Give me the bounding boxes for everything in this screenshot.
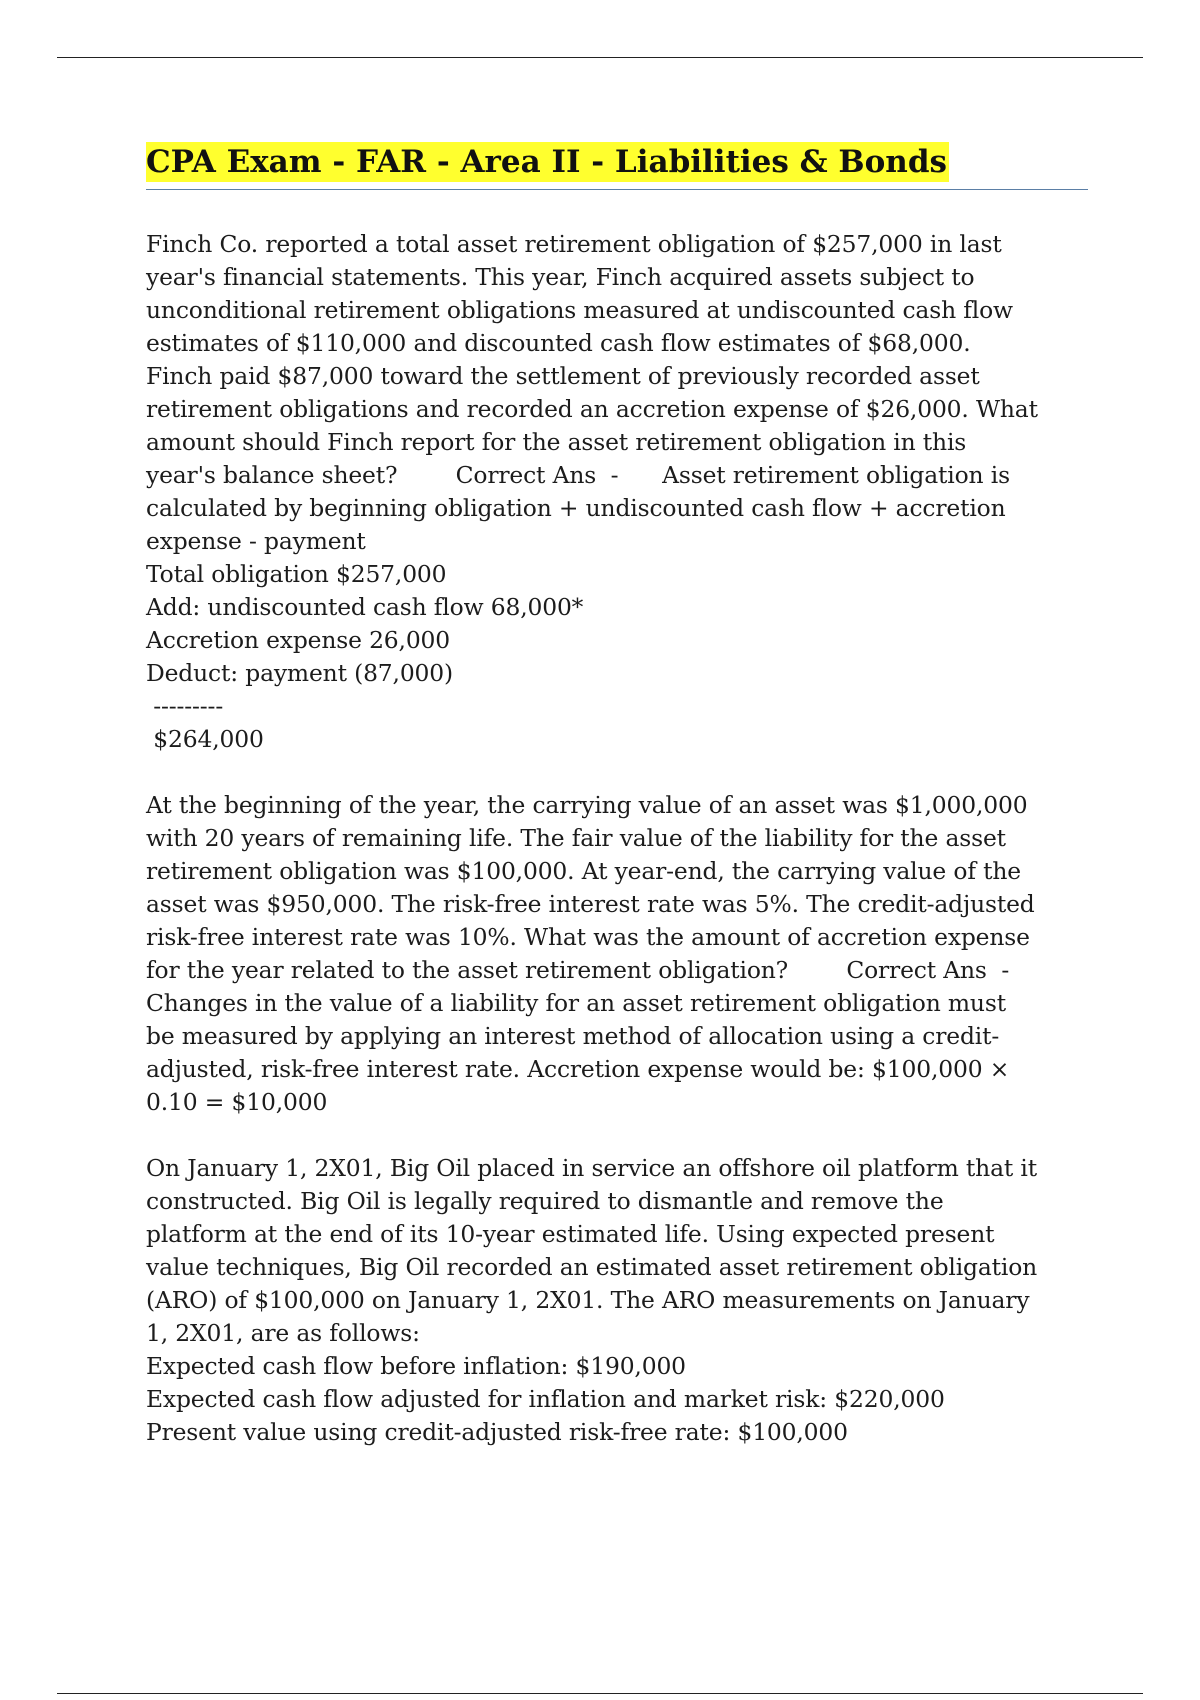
text-line: retirement obligations and recorded an accretion expense of $26,000. What <box>146 395 1038 423</box>
text-line: calculated by beginning obligation + undiscounted cash flow + accretion <box>146 494 1006 522</box>
text-line: year's financial statements. This year, Finch acquired assets subject to <box>146 263 975 291</box>
text-line: asset was $950,000. The risk-free interest rate was 5%. The credit-adjusted <box>146 890 1035 918</box>
text-line: amount should Finch report for the asset retirement obligation in this <box>146 428 967 456</box>
text-line: risk-free interest rate was 10%. What was the amount of accretion expense <box>146 923 1030 951</box>
text-line: (ARO) of $100,000 on January 1, 2X01. The ARO measurements on January <box>146 1286 1030 1314</box>
text-line: platform at the end of its 10-year estimated life. Using expected present <box>146 1220 995 1248</box>
question-1 <box>146 228 1096 756</box>
text-line: expense - payment <box>146 527 366 555</box>
text-line: with 20 years of remaining life. The fair value of the liability for the asset <box>146 824 1006 852</box>
text-line: Expected cash flow before inflation: $190,000 <box>146 1352 686 1380</box>
text-line: 0.10 = $10,000 <box>146 1088 328 1116</box>
title-block <box>146 142 1088 190</box>
text-line: unconditional retirement obligations measured at undiscounted cash flow <box>146 296 1013 324</box>
question-2 <box>146 789 1096 1119</box>
calc-line-total: Total obligation $257,000 <box>146 560 447 588</box>
calc-line-accretion: Accretion expense 26,000 <box>146 626 451 654</box>
question-3 <box>146 1152 1096 1449</box>
text-line: Changes in the value of a liability for an asset retirement obligation must <box>146 989 1006 1017</box>
bottom-rule <box>57 1693 1143 1694</box>
text-line: year's balance sheet? Correct Ans - Asset retirement obligation is <box>146 461 1010 489</box>
text-line: Finch paid $87,000 toward the settlement of previously recorded asset <box>146 362 980 390</box>
calc-result: $264,000 <box>146 725 264 753</box>
text-line: Expected cash flow adjusted for inflation and market risk: $220,000 <box>146 1385 945 1413</box>
text-line: Finch Co. reported a total asset retirement obligation of $257,000 in last <box>146 230 1002 258</box>
calc-separator: --------- <box>146 692 224 720</box>
text-line: Present value using credit-adjusted risk-free rate: $100,000 <box>146 1418 848 1446</box>
text-line: retirement obligation was $100,000. At year-end, the carrying value of the <box>146 857 1021 885</box>
document-body <box>146 228 1096 1449</box>
calc-line-add: Add: undiscounted cash flow 68,000* <box>146 593 584 621</box>
text-line: constructed. Big Oil is legally required to dismantle and remove the <box>146 1187 944 1215</box>
text-line: be measured by applying an interest method of allocation using a credit- <box>146 1022 1000 1050</box>
text-line: On January 1, 2X01, Big Oil placed in service an offshore oil platform that it <box>146 1154 1037 1182</box>
text-line: adjusted, risk-free interest rate. Accretion expense would be: $100,000 × <box>146 1055 1010 1083</box>
calc-line-deduct: Deduct: payment (87,000) <box>146 659 453 687</box>
text-line: for the year related to the asset retirement obligation? Correct Ans - <box>146 956 1010 984</box>
document-title: CPA Exam - FAR - Area II - Liabilities & Bonds <box>146 144 947 180</box>
text-line: value techniques, Big Oil recorded an estimated asset retirement obligation <box>146 1253 1038 1281</box>
text-line: At the beginning of the year, the carrying value of an asset was $1,000,000 <box>146 791 1028 819</box>
top-rule <box>57 57 1143 58</box>
text-line: estimates of $110,000 and discounted cash flow estimates of $68,000. <box>146 329 971 357</box>
text-line: 1, 2X01, are as follows: <box>146 1319 420 1347</box>
